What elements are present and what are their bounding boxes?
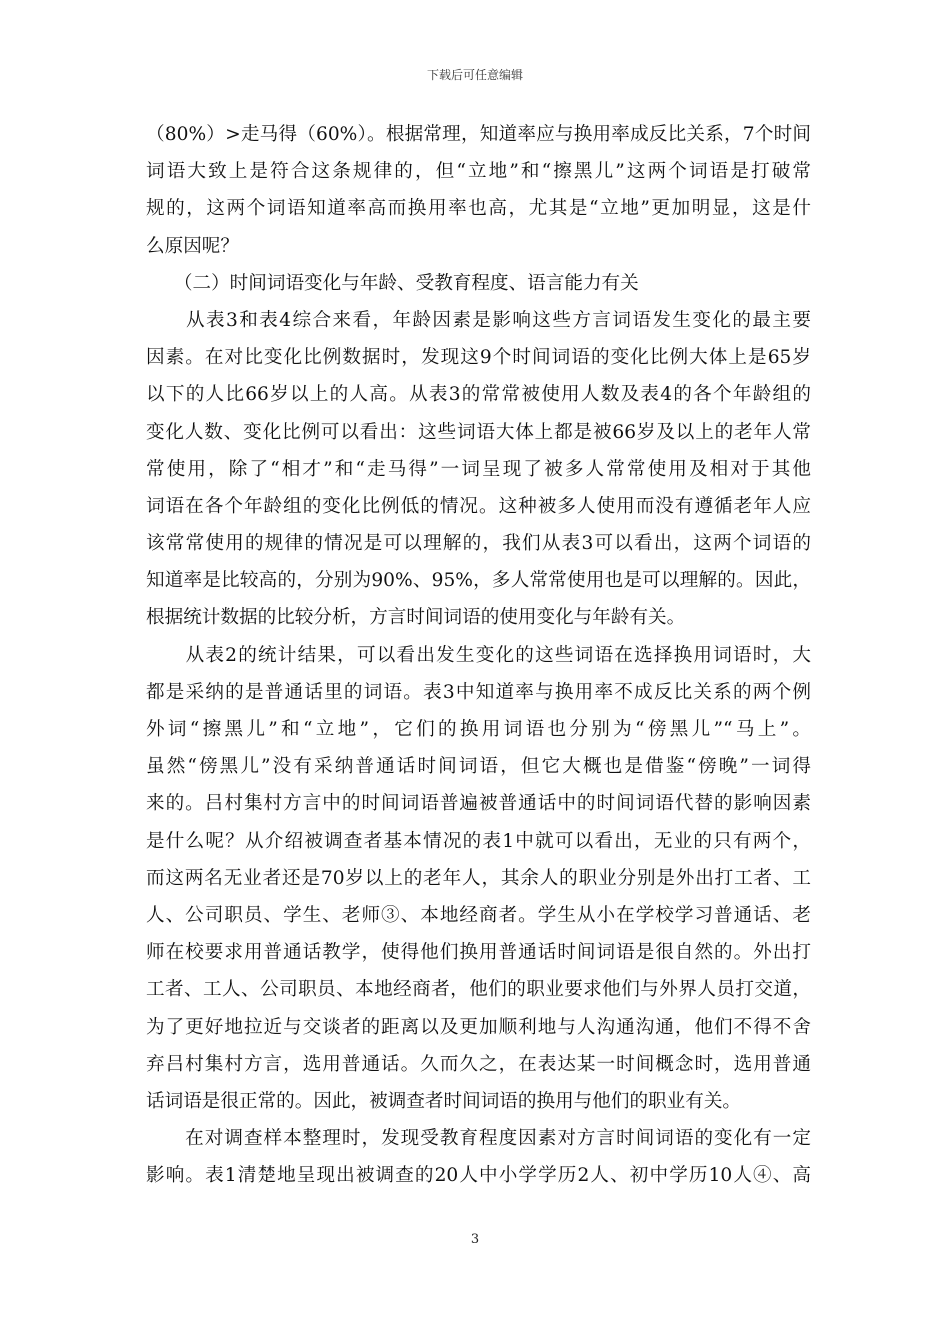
- text-line: 从表2的统计结果，可以看出发生变化的这些词语在选择换用词语时，大: [146, 644, 811, 666]
- text-line: 变化人数、变化比例可以看出：这些词语大体上都是被66岁及以上的老年人常: [146, 421, 811, 443]
- text-line: 话词语是很正常的。因此，被调查者时间词语的换用与他们的职业有关。: [146, 1090, 742, 1112]
- text-line: 词语大致上是符合这条规律的，但“立地”和“擦黑儿”这两个词语是打破常: [146, 161, 811, 183]
- text-line: 都是采纳的是普通话里的词语。表3中知道率与换用率不成反比关系的两个例: [146, 681, 811, 703]
- text-line: 从表3和表4综合来看，年龄因素是影响这些方言词语发生变化的最主要: [146, 309, 811, 331]
- text-line: 虽然“傍黑儿”没有采纳普通话时间词语，但它大概也是借鉴“傍晚”一词得: [146, 756, 811, 778]
- text-line: 因素。在对比变化比例数据时，发现这9个时间词语的变化比例大体上是65岁: [146, 347, 811, 369]
- text-line: 词语在各个年龄组的变化比例低的情况。这种被多人使用而没有遵循老年人应: [146, 495, 811, 517]
- page-header: 下载后可任意编辑: [426, 68, 523, 82]
- section-heading: （二）时间词语变化与年龄、受教育程度、语言能力有关: [146, 272, 639, 294]
- text-line: 是什么呢？从介绍被调查者基本情况的表1中就可以看出，无业的只有两个，: [146, 830, 811, 852]
- text-line: （80%）>走马得（60%）。根据常理，知道率应与换用率成反比关系，7个时间: [146, 124, 811, 145]
- text-line: 来的。吕村集村方言中的时间词语普遍被普通话中的时间词语代替的影响因素: [146, 793, 811, 815]
- text-line: 根据统计数据的比较分析，方言时间词语的使用变化与年龄有关。: [146, 607, 686, 629]
- body-text: [146, 116, 811, 1194]
- text-line: 在对调查样本整理时，发现受教育程度因素对方言时间词语的变化有一定: [146, 1128, 811, 1150]
- text-line: 人、公司职员、学生、老师③、本地经商者。学生从小在学校学习普通话、老: [146, 904, 811, 926]
- text-line: 而这两名无业者还是70岁以上的老年人，其余人的职业分别是外出打工者、工: [146, 867, 811, 889]
- text-line: 以下的人比66岁以上的人高。从表3的常常被使用人数及表4的各个年龄组的: [146, 384, 811, 406]
- text-line: 外词“擦黑儿”和“立地”，它们的换用词语也分别为“傍黑儿”“马上”。: [146, 719, 811, 740]
- text-line: 弃吕村集村方言，选用普通话。久而久之，在表达某一时间概念时，选用普通: [146, 1053, 811, 1075]
- page-number: 3: [470, 1232, 480, 1247]
- text-line: 常使用，除了“相才”和“走马得”一词呈现了被多人常常使用及相对于其他: [146, 458, 811, 480]
- text-line: 为了更好地拉近与交谈者的距离以及更加顺利地与人沟通沟通，他们不得不舍: [146, 1016, 811, 1038]
- text-line: 么原因呢？: [146, 235, 239, 257]
- text-line: 师在校要求用普通话教学，使得他们换用普通话时间词语是很自然的。外出打: [146, 942, 811, 964]
- text-line: 规的，这两个词语知道率高而换用率也高，尤其是“立地”更加明显，这是什: [146, 198, 811, 220]
- text-line: 影响。表1清楚地呈现出被调查的20人中小学学历2人、初中学历10人④、高: [146, 1165, 811, 1187]
- text-line: 该常常使用的规律的情况是可以理解的，我们从表3可以看出，这两个词语的: [146, 533, 811, 555]
- text-line: 知道率是比较高的，分别为90%、95%，多人常常使用也是可以理解的。因此，: [146, 570, 811, 592]
- text-line: 工者、工人、公司职员、本地经商者，他们的职业要求他们与外界人员打交道，: [146, 979, 811, 1001]
